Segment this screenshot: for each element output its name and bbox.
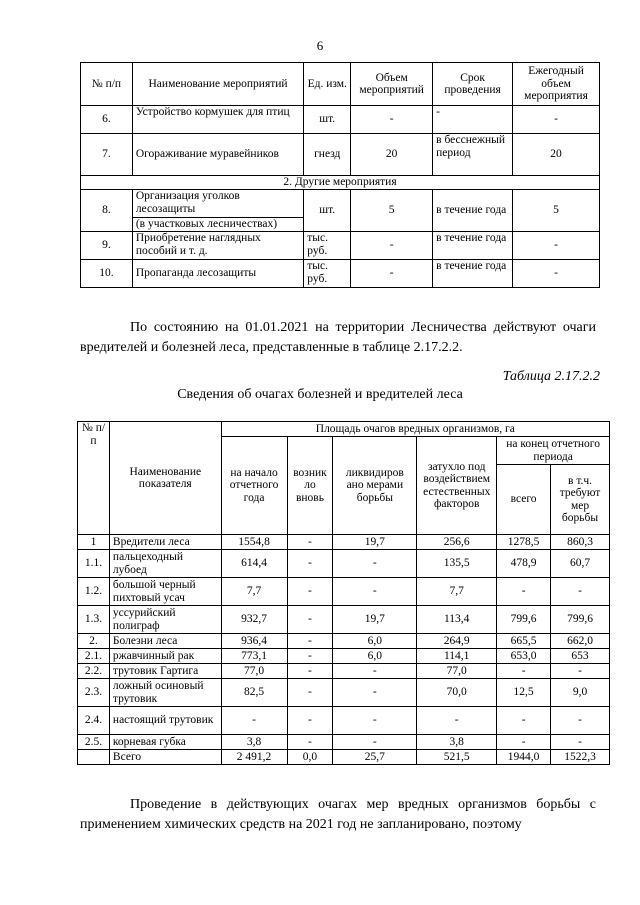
- cell-need: 653: [551, 649, 610, 664]
- cell-nat: 521,5: [417, 750, 497, 765]
- cell-liq: -: [333, 707, 417, 735]
- cell-num: 1.3.: [78, 606, 110, 634]
- header-liquidated: ликвидиров ано мерами борьбы: [333, 437, 417, 535]
- cell-new: -: [287, 578, 333, 606]
- header-num: № п/п: [81, 63, 133, 106]
- header-term: Срок проведения: [433, 63, 513, 106]
- table-row: [81, 190, 600, 218]
- cell-need: 1522,3: [551, 750, 610, 765]
- cell-name: корневая губка: [109, 735, 221, 750]
- cell-liq: -: [333, 735, 417, 750]
- cell-num: [78, 750, 110, 765]
- cell-num: 2.4.: [78, 707, 110, 735]
- table-header-row: [81, 63, 600, 106]
- cell-num: 1.1.: [78, 550, 110, 578]
- cell-need: -: [551, 664, 610, 679]
- cell-name: Приобретение наглядных пособий и т. д.: [132, 232, 303, 260]
- header-annual: Ежегодный объем мероприятия: [513, 63, 600, 106]
- header-need: в т.ч. требуют мер борьбы: [551, 465, 610, 535]
- table-row: [78, 664, 610, 679]
- header-num: № п/п: [78, 422, 110, 535]
- cell-num: 2.3.: [78, 679, 110, 707]
- cell-nat: 114,1: [417, 649, 497, 664]
- cell-name: пальцеходный лубоед: [109, 550, 221, 578]
- cell-annual: -: [513, 260, 600, 288]
- cell-nat: 7,7: [417, 578, 497, 606]
- cell-need: 799,6: [551, 606, 610, 634]
- cell-total: -: [497, 578, 551, 606]
- cell-name: трутовик Гартига: [109, 664, 221, 679]
- paragraph-intro-text: По состоянию на 01.01.2021 на территории Лесничества действуют очаги вредителей и болезней леса, представленные в таблице 2.17.2.2.: [80, 320, 596, 355]
- cell-need: 860,3: [551, 535, 610, 550]
- header-name: Наименование мероприятий: [132, 63, 303, 106]
- table-title: Сведения об очагах болезней и вредителей леса: [177, 387, 463, 402]
- header-total: всего: [497, 465, 551, 535]
- cell-term: -: [433, 106, 513, 134]
- cell-num: 10.: [81, 260, 133, 288]
- cell-num: 2.1.: [78, 649, 110, 664]
- cell-new: -: [287, 664, 333, 679]
- header-start: на начало отчетного года: [221, 437, 287, 535]
- table-row: [78, 707, 610, 735]
- cell-start: 2 491,2: [221, 750, 287, 765]
- table-row: [78, 606, 610, 634]
- cell-num: 2.5.: [78, 735, 110, 750]
- cell-start: 932,7: [221, 606, 287, 634]
- cell-new: -: [287, 735, 333, 750]
- cell-term: в бесснежный период: [433, 134, 513, 176]
- cell-volume: -: [351, 106, 433, 134]
- cell-num: 1: [78, 535, 110, 550]
- cell-unit: гнезд: [304, 134, 351, 176]
- cell-liq: 6,0: [333, 649, 417, 664]
- table-row: [78, 649, 610, 664]
- table-row: [78, 735, 610, 750]
- cell-liq: 25,7: [333, 750, 417, 765]
- section-row: [81, 176, 600, 190]
- cell-new: -: [287, 679, 333, 707]
- header-unit: Ед. изм.: [304, 63, 351, 106]
- cell-start: 936,4: [221, 634, 287, 649]
- cell-unit: шт.: [304, 190, 351, 232]
- cell-total: 653,0: [497, 649, 551, 664]
- cell-nat: -: [417, 707, 497, 735]
- cell-volume: -: [351, 260, 433, 288]
- cell-annual: 5: [513, 190, 600, 232]
- cell-term: в течение года: [433, 190, 513, 232]
- cell-total: -: [497, 707, 551, 735]
- cell-name: Всего: [109, 750, 221, 765]
- table-row: [78, 634, 610, 649]
- header-end: на конец отчетного периода: [497, 437, 610, 465]
- cell-start: 77,0: [221, 664, 287, 679]
- cell-annual: -: [513, 232, 600, 260]
- cell-liq: -: [333, 679, 417, 707]
- cell-new: -: [287, 535, 333, 550]
- cell-liq: -: [333, 578, 417, 606]
- cell-num: 6.: [81, 106, 133, 134]
- cell-unit: тыс. руб.: [304, 260, 351, 288]
- cell-start: 614,4: [221, 550, 287, 578]
- cell-need: -: [551, 578, 610, 606]
- cell-name: Устройство кормушек для птиц: [132, 106, 303, 134]
- cell-total: -: [497, 735, 551, 750]
- pest-foci-table: [77, 421, 610, 765]
- cell-name: Болезни леса: [109, 634, 221, 649]
- cell-new: -: [287, 707, 333, 735]
- cell-num: 2.: [78, 634, 110, 649]
- paragraph-conclusion: [80, 795, 596, 835]
- cell-unit: шт.: [304, 106, 351, 134]
- table-header-row: [78, 422, 610, 437]
- cell-volume: 5: [351, 190, 433, 232]
- cell-name: ржавчинный рак: [109, 649, 221, 664]
- cell-total: 478,9: [497, 550, 551, 578]
- paragraph-intro: [80, 318, 596, 358]
- cell-new: -: [287, 606, 333, 634]
- header-name: Наименование показателя: [109, 422, 221, 535]
- header-new: возник ло вновь: [287, 437, 333, 535]
- cell-total: 1278,5: [497, 535, 551, 550]
- cell-num: 1.2.: [78, 578, 110, 606]
- cell-liq: 19,7: [333, 606, 417, 634]
- cell-start: 773,1: [221, 649, 287, 664]
- page-number: 6: [316, 38, 324, 53]
- cell-name: Огораживание муравейников: [132, 134, 303, 176]
- cell-name: большой черный пихтовый усач: [109, 578, 221, 606]
- cell-need: 60,7: [551, 550, 610, 578]
- cell-name: Вредители леса: [109, 535, 221, 550]
- cell-start: 82,5: [221, 679, 287, 707]
- cell-name: ложный осиновый трутовик: [109, 679, 221, 707]
- cell-new: 0,0: [287, 750, 333, 765]
- cell-nat: 70,0: [417, 679, 497, 707]
- cell-name: настоящий трутовик: [109, 707, 221, 735]
- table-row: [78, 578, 610, 606]
- table-row: [78, 535, 610, 550]
- header-area: Площадь очагов вредных организмов, га: [221, 422, 609, 437]
- cell-num: 2.2.: [78, 664, 110, 679]
- cell-start: 1554,8: [221, 535, 287, 550]
- cell-nat: 256,6: [417, 535, 497, 550]
- cell-total: 12,5: [497, 679, 551, 707]
- cell-term: в течение года: [433, 232, 513, 260]
- table-row: [81, 134, 600, 176]
- cell-annual: 20: [513, 134, 600, 176]
- cell-nat: 77,0: [417, 664, 497, 679]
- table-number: Таблица 2.17.2.2: [502, 369, 600, 384]
- cell-start: 7,7: [221, 578, 287, 606]
- cell-start: -: [221, 707, 287, 735]
- table-row: [78, 550, 610, 578]
- cell-need: -: [551, 707, 610, 735]
- cell-need: 9,0: [551, 679, 610, 707]
- cell-liq: -: [333, 664, 417, 679]
- table-row: [81, 232, 600, 260]
- paragraph-conclusion-text: Проведение в действующих очагах мер вредных организмов борьбы с применением химических средств на 2021 год не запланировано, поэтому: [80, 797, 596, 832]
- measures-table: [80, 62, 600, 288]
- cell-liq: -: [333, 550, 417, 578]
- header-natural: затухло под воздействием естественных факторов: [417, 437, 497, 535]
- cell-name: Пропаганда лесозащиты: [132, 260, 303, 288]
- cell-total: 799,6: [497, 606, 551, 634]
- table-body: [78, 535, 610, 765]
- cell-nat: 113,4: [417, 606, 497, 634]
- table-row: [78, 679, 610, 707]
- cell-name: Организация уголков лесозащиты: [132, 190, 303, 218]
- cell-need: 662,0: [551, 634, 610, 649]
- cell-annual: -: [513, 106, 600, 134]
- table-row: [78, 750, 610, 765]
- cell-nat: 135,5: [417, 550, 497, 578]
- cell-volume: 20: [351, 134, 433, 176]
- cell-num: 9.: [81, 232, 133, 260]
- cell-new: -: [287, 634, 333, 649]
- cell-start: 3,8: [221, 735, 287, 750]
- cell-new: -: [287, 649, 333, 664]
- cell-total: -: [497, 664, 551, 679]
- cell-num: 7.: [81, 134, 133, 176]
- cell-nat: 264,9: [417, 634, 497, 649]
- cell-need: -: [551, 735, 610, 750]
- section-title: 2. Другие мероприятия: [81, 176, 600, 190]
- cell-term: в течение года: [433, 260, 513, 288]
- cell-nat: 3,8: [417, 735, 497, 750]
- cell-name: уссурийский полиграф: [109, 606, 221, 634]
- cell-volume: -: [351, 232, 433, 260]
- cell-total: 665,5: [497, 634, 551, 649]
- cell-name-note: (в участковых лесничествах): [132, 218, 303, 232]
- table-row: [81, 260, 600, 288]
- cell-new: -: [287, 550, 333, 578]
- header-volume: Объем мероприятий: [351, 63, 433, 106]
- cell-num: 8.: [81, 190, 133, 232]
- cell-total: 1944,0: [497, 750, 551, 765]
- cell-unit: тыс. руб.: [304, 232, 351, 260]
- table-row: [81, 106, 600, 134]
- cell-liq: 19,7: [333, 535, 417, 550]
- cell-liq: 6,0: [333, 634, 417, 649]
